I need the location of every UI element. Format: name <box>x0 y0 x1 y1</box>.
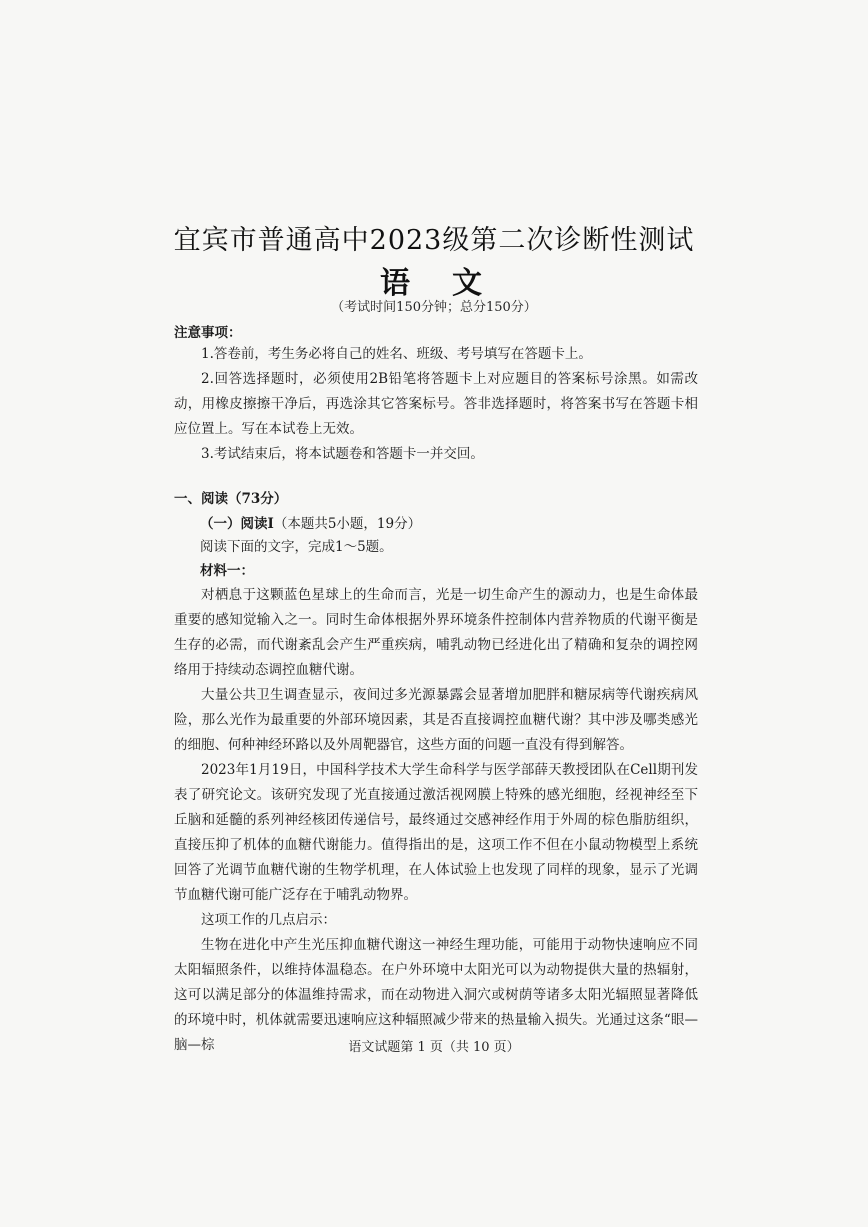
paragraph: 2023年1月19日，中国科学技术大学生命科学与医学部薛天教授团队在Cell期刊发表了研究论文。该研究发现了光直接通过激活视网膜上特殊的感光细胞，经视神经至下丘脑和延髓的系列神经核团传递信号，最终通过交感神经作用于外周的棕色脂肪组织，直接压抑了机体的血糖代谢能力。值得指出的是，这项工作不但在小鼠动物模型上系统回答了光调节血糖代谢的生物学机理，在人体试验上也发现了同样的现象，显示了光调节血糖代谢可能广泛存在于哺乳动物界。 <box>174 762 698 903</box>
exam-title: 宜宾市普通高中2023级第二次诊断性测试 <box>173 225 695 256</box>
notice-item: 1.答卷前，考生务必将自己的姓名、班级、考号填写在答题卡上。 <box>201 346 592 362</box>
subsection-heading <box>200 512 698 537</box>
exam-info: （考试时间150分钟；总分150分） <box>331 300 537 315</box>
subsection-detail: （本题共5小题，19分） <box>273 516 422 532</box>
paragraph: 生物在进化中产生光压抑血糖代谢这一神经生理功能，可能用于动物快速响应不同太阳辐照条件，以维持体温稳态。在户外环境中太阳光可以为动物提供大量的热辐射，这可以满足部分的体温维持需求，而在动物进入洞穴或树荫等诸多太阳光辐照显著降低的环境中时，机体就需要迅速响应这种辐照减少带来的热量输入损失。光通过这条“眼—脑—棕 <box>174 937 698 1053</box>
section-heading: 一、阅读（73分） <box>174 491 288 507</box>
reading-instruction: 阅读下面的文字，完成1～5题。 <box>200 539 393 555</box>
notice-list <box>174 342 698 467</box>
notice-item: 2.回答选择题时，必须使用2B铅笔将答题卡上对应题目的答案标号涂黑。如需改动，用橡皮擦擦干净后，再选涂其它答案标号。答非选择题时，将答案书写在答题卡相应位置上。写在本试卷上无效。 <box>174 371 698 437</box>
material-heading: 材料一： <box>200 563 254 579</box>
subject-title: 语 文 <box>380 266 488 301</box>
material-body <box>174 583 698 1058</box>
notice-heading: 注意事项： <box>174 325 242 341</box>
paragraph: 大量公共卫生调查显示，夜间过多光源暴露会显著增加肥胖和糖尿病等代谢疾病风险，那么光作为最重要的外部环境因素，其是否直接调控血糖代谢？其中涉及哪类感光的细胞、何种神经环路以及外周靶器官，这些方面的问题一直没有得到解答。 <box>174 687 698 753</box>
notice-item: 3.考试结束后，将本试题卷和答题卡一并交回。 <box>201 446 484 462</box>
subsection-title: （一）阅读Ⅰ <box>200 516 274 532</box>
paragraph: 对栖息于这颗蓝色星球上的生命而言，光是一切生命产生的源动力，也是生命体最重要的感知觉输入之一。同时生命体根据外界环境条件控制体内营养物质的代谢平衡是生存的必需，而代谢紊乱会产生严重疾病，哺乳动物已经进化出了精确和复杂的调控网络用于持续动态调控血糖代谢。 <box>174 587 698 678</box>
page-footer: 语文试题第 1 页（共 10 页） <box>348 1040 520 1055</box>
paragraph: 这项工作的几点启示： <box>201 912 336 928</box>
